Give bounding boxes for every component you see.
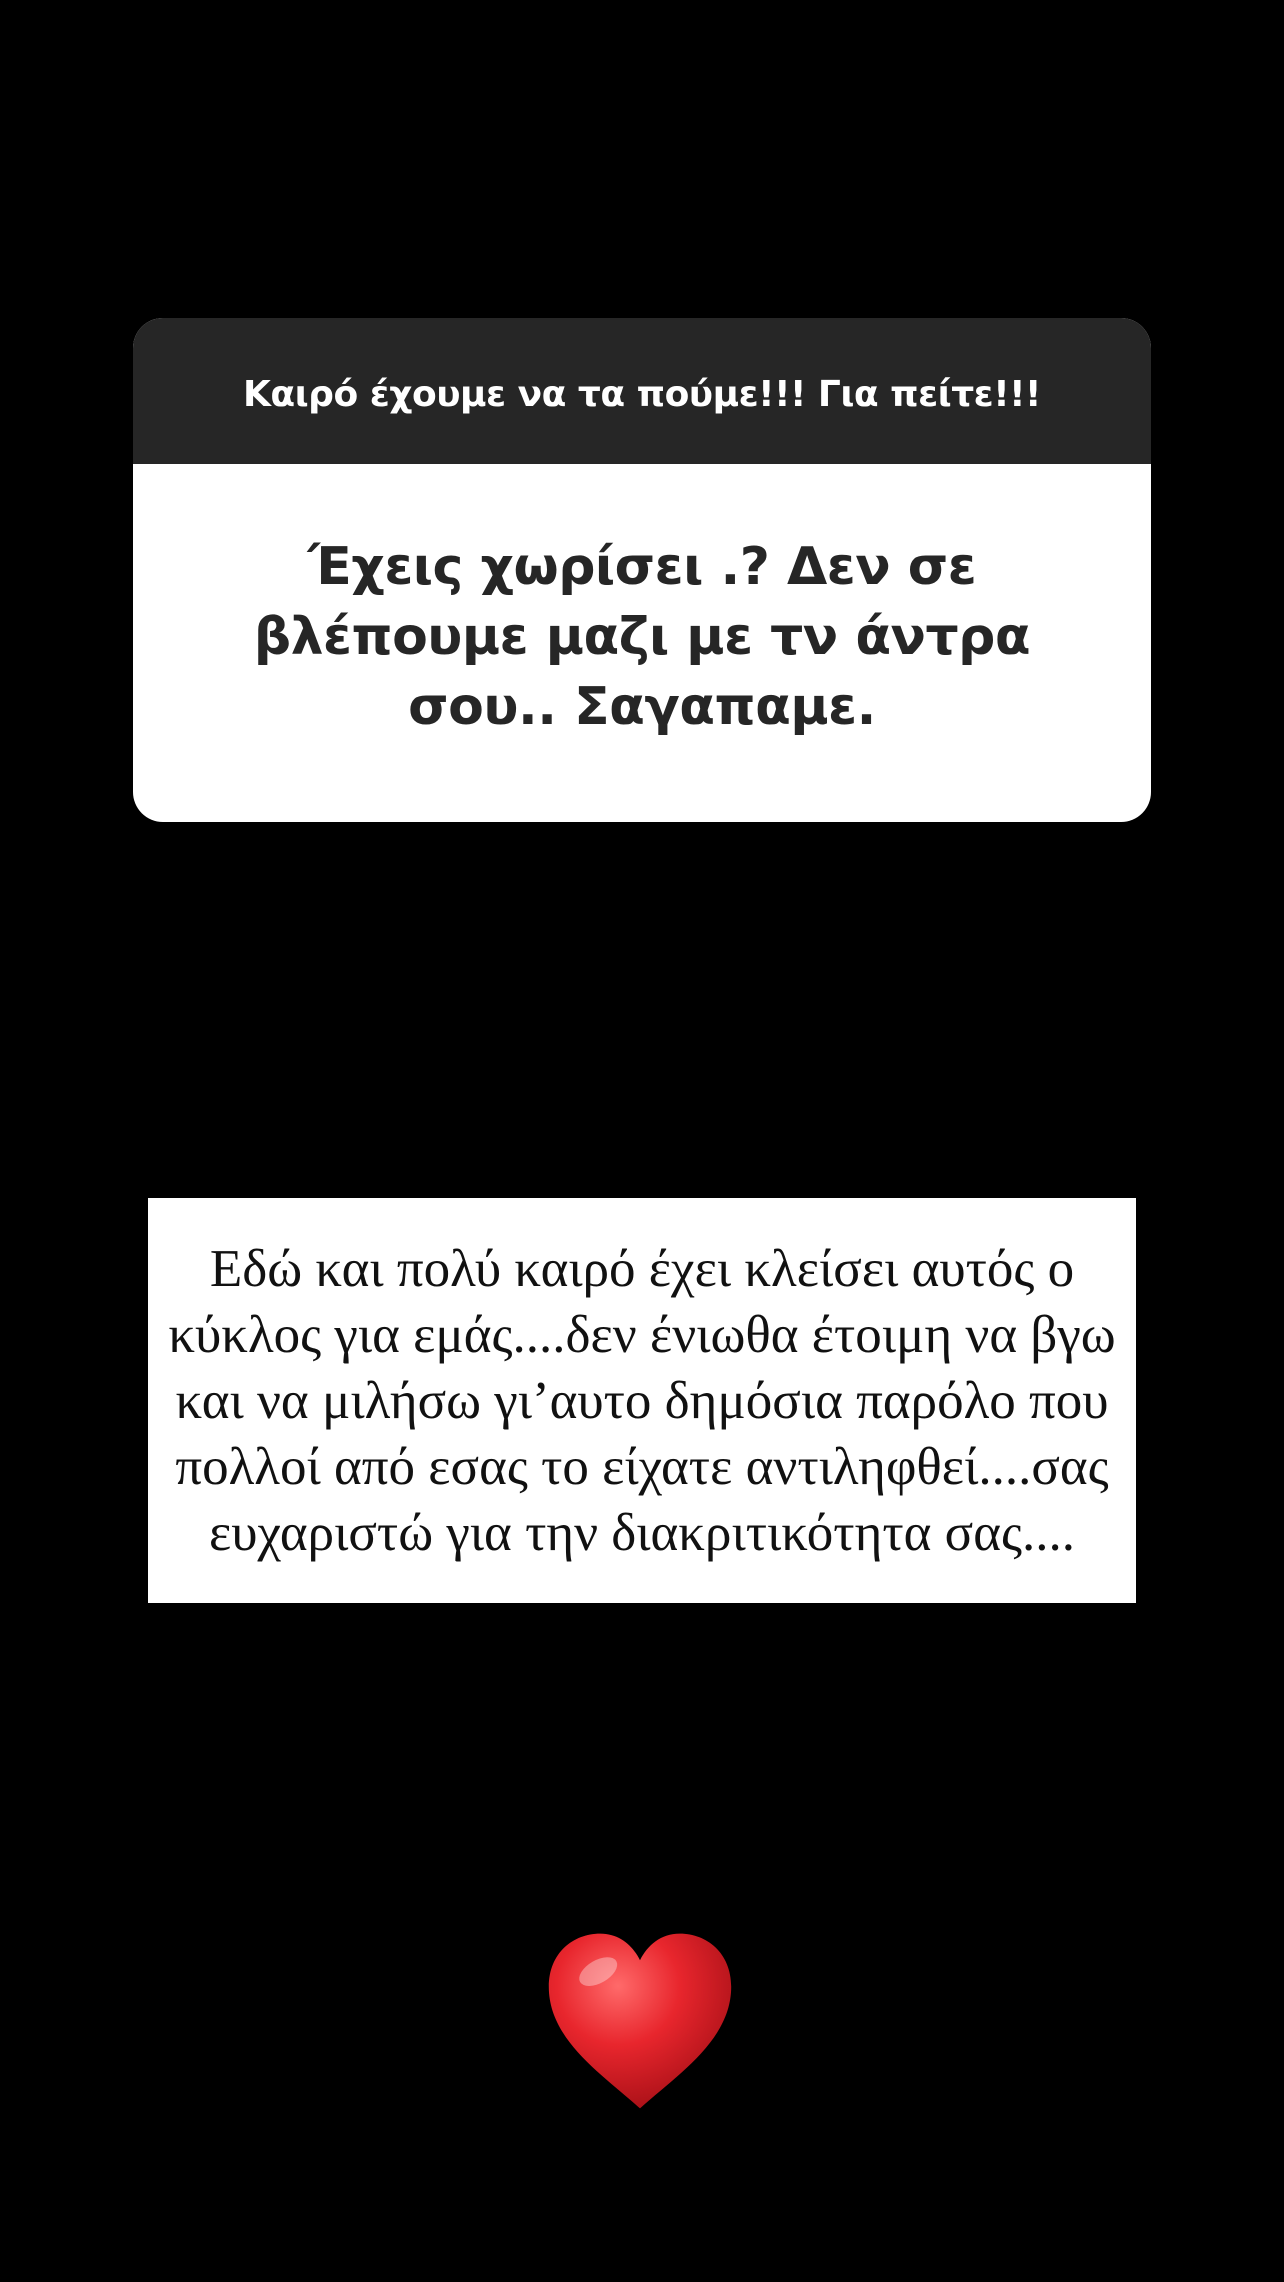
- reply-text-box: [148, 1198, 1136, 1603]
- reply-text: Εδώ και πολύ καιρό έχει κλείσει αυτός ο κύκλος για εμάς....δεν ένιωθα έτοιμη να βγω και να μιλήσω γι’αυτο δημόσια παρόλο που πολλοί από εσας το είχατε αντιληφθεί....σας ευχαριστώ για την διακριτικότητα σας....: [168, 1239, 1116, 1562]
- question-sticker-body: [133, 464, 1151, 822]
- question-answer: Έχεις χωρίσει .? Δεν σε βλέπουμε μαζι με τν άντρα σου.. Σαγαπαμε.: [253, 537, 1031, 737]
- question-prompt: Καιρό έχουμε να τα πούμε!!! Για πείτε!!!: [243, 373, 1041, 415]
- heart-icon: [545, 1928, 735, 2114]
- question-sticker-header: [133, 318, 1151, 464]
- question-sticker[interactable]: [133, 318, 1151, 822]
